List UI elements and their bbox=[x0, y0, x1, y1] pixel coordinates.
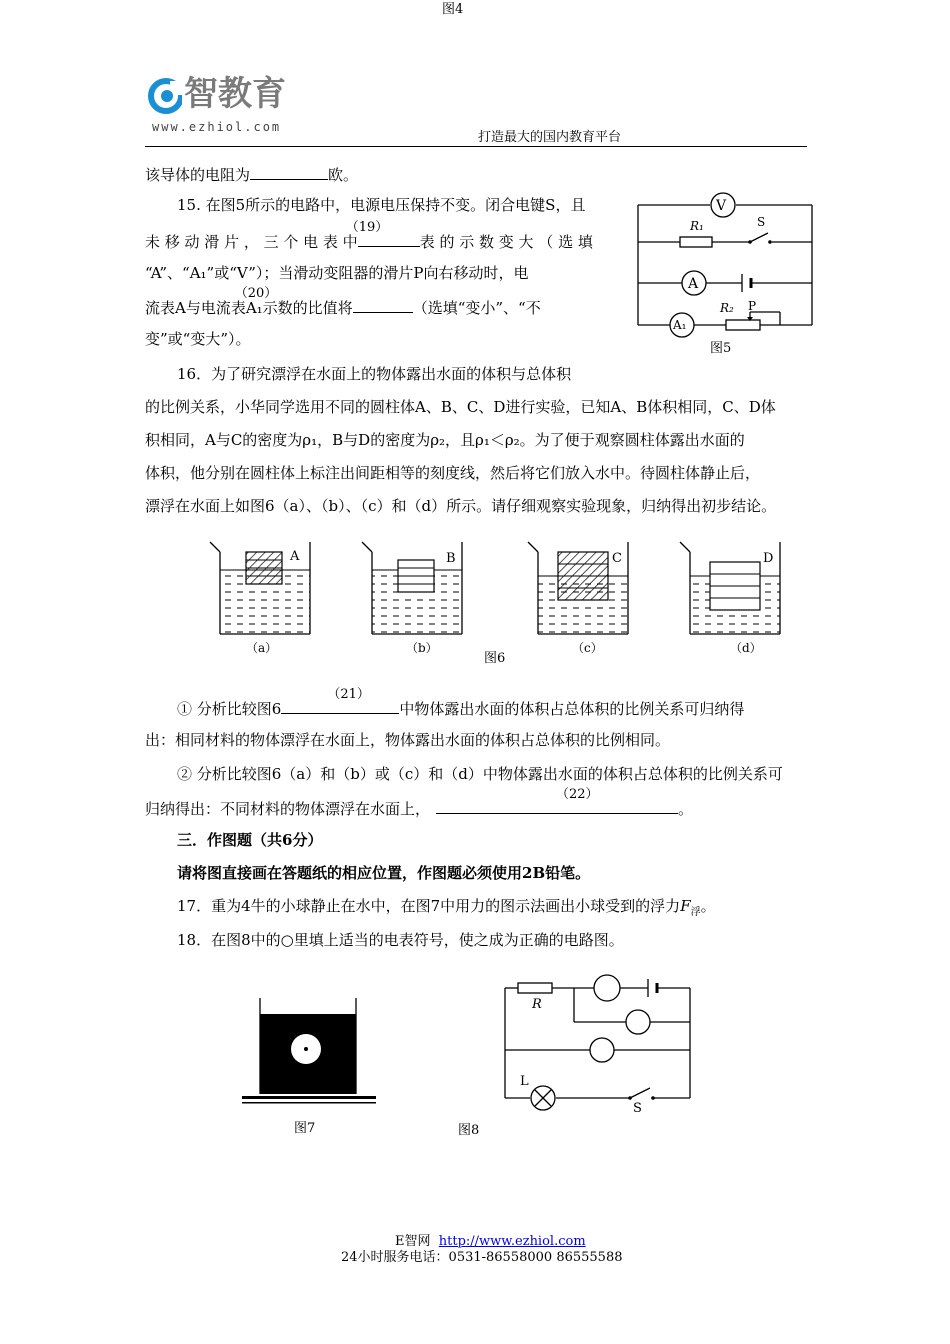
q14-tail: 该导体的电阻为 欧。 bbox=[145, 163, 358, 185]
fig5-s-label: S bbox=[757, 215, 766, 229]
q15-line3: “A”、“A₁”或“V”）；当滑动变阻器的滑片P向右移动时，电 bbox=[145, 264, 529, 282]
header-slogan: 打造最大的国内教育平台 bbox=[478, 130, 622, 145]
meter-slot-1[interactable] bbox=[594, 975, 620, 1001]
fig6-label-d: D bbox=[763, 551, 774, 566]
fig6-sub-d: （d） bbox=[730, 641, 762, 655]
fig5-r1-label: R₁ bbox=[690, 219, 704, 233]
q16-answer-2b: 归纳得出：不同材料的物体漂浮在水面上， （22） 。 bbox=[145, 787, 694, 818]
fig6-sub-a: （a） bbox=[246, 641, 278, 655]
top-figure-caption: 图4 bbox=[442, 2, 464, 17]
fig8-l-label: L bbox=[520, 1074, 529, 1089]
q16-line1: 16．为了研究漂浮在水面上的物体露出水面的体积与总体积 bbox=[177, 365, 572, 383]
figure-6-beakers bbox=[200, 532, 800, 672]
answer-blank-22[interactable]: （22） bbox=[436, 797, 678, 814]
logo-icon bbox=[148, 76, 182, 116]
meter-slot-3[interactable] bbox=[590, 1038, 614, 1062]
header-rule bbox=[145, 146, 807, 147]
fig5-caption: 图5 bbox=[710, 341, 732, 356]
footer-link[interactable]: http://www.ezhiol.com bbox=[438, 1234, 586, 1249]
fig8-r-label: R bbox=[532, 997, 542, 1012]
q16-line5: 漂浮在水面上如图6（a）、（b）、（c）和（d）所示。请仔细观察实验现象，归纳得出初步结论。 bbox=[145, 497, 777, 515]
footer-site: E智网 http://www.ezhiol.com bbox=[395, 1234, 586, 1249]
logo-name: 智教育 bbox=[184, 74, 286, 114]
fig5-a1-label: A₁ bbox=[673, 318, 687, 332]
fig6-label-c: C bbox=[612, 551, 622, 566]
meter-slot-2[interactable] bbox=[626, 1010, 650, 1034]
q18: 18．在图8中的○里填上适当的电表符号，使之成为正确的电路图。 bbox=[177, 931, 624, 949]
q15-line2: 未 移 动 滑 片 ， 三 个 电 表 中 （19） 表 的 示 数 变 大 （ 选 填 bbox=[145, 220, 593, 251]
fig5-v-label: V bbox=[716, 198, 727, 214]
fig6-label-b: B bbox=[446, 551, 456, 566]
q16-line4: 体积，他分别在圆柱体上标注出间距相等的刻度线，然后将它们放入水中。待圆柱体静止后， bbox=[145, 464, 761, 482]
fig6-label-a: A bbox=[290, 549, 300, 564]
fig5-r2-label: R₂ bbox=[720, 301, 734, 315]
q16-line3: 积相同，A与C的密度为ρ₁，B与D的密度为ρ₂，且ρ₁＜ρ₂。为了便于观察圆柱体露出水面的 bbox=[145, 431, 745, 449]
footer-phone: 24小时服务电话：0531-86558000 86555588 bbox=[341, 1250, 623, 1265]
fig6-sub-b: （b） bbox=[406, 641, 438, 655]
q16-line2: 的比例关系，小华同学选用不同的圆柱体A、B、C、D进行实验，已知A、B体积相同，C、D体 bbox=[145, 398, 776, 416]
logo-url: www.ezhiol.com bbox=[152, 120, 282, 134]
fig8-s-label: S bbox=[633, 1101, 642, 1116]
figure-7-container bbox=[238, 996, 378, 1141]
q16-answer-1: ① 分析比较图6 （21） 中物体露出水面的体积占总体积的比例关系可归纳得 bbox=[177, 687, 745, 718]
q15-line5: 变”或“变大”）。 bbox=[145, 330, 251, 348]
fig5-p-label: P bbox=[748, 299, 757, 313]
answer-blank-20[interactable]: （20） bbox=[353, 296, 413, 313]
fig6-sub-c: （c） bbox=[572, 641, 603, 655]
q17: 17．重为4牛的小球静止在水中，在图7中用力的图示法画出小球受到的浮力$F_浮$。 bbox=[177, 897, 716, 918]
section-3-title: 三．作图题（共6分） bbox=[177, 831, 323, 849]
q15-line1: 15. 在图5所示的电路中，电源电压保持不变。闭合电键S，且 bbox=[177, 196, 586, 214]
answer-blank-19[interactable]: （19） bbox=[358, 230, 420, 247]
answer-blank-21[interactable]: （21） bbox=[281, 697, 399, 714]
q15-line4: 流表A与电流表A₁示数的比值将 （20） （选填“变小”、“不 bbox=[145, 286, 541, 317]
section-3-instruction: 请将图直接画在答题纸的相应位置，作图题必须使用2B铅笔。 bbox=[177, 864, 591, 882]
figure-8-circuit bbox=[450, 970, 700, 1140]
q16-answer-2: ② 分析比较图6（a）和（b）或（c）和（d）中物体露出水面的体积占总体积的比例关系可 bbox=[177, 765, 783, 783]
fig7-caption: 图7 bbox=[294, 1121, 316, 1136]
q16-answer-1b: 出：相同材料的物体漂浮在水面上，物体露出水面的体积占总体积的比例相同。 bbox=[145, 731, 671, 749]
fig6-caption: 图6 bbox=[484, 651, 506, 666]
lamp-symbol bbox=[531, 1086, 555, 1110]
figure-5-circuit bbox=[630, 190, 820, 360]
logo[interactable] bbox=[148, 72, 318, 138]
answer-blank[interactable] bbox=[250, 163, 328, 180]
fig5-a-label: A bbox=[688, 276, 699, 292]
fig8-caption: 图8 bbox=[458, 1123, 480, 1138]
